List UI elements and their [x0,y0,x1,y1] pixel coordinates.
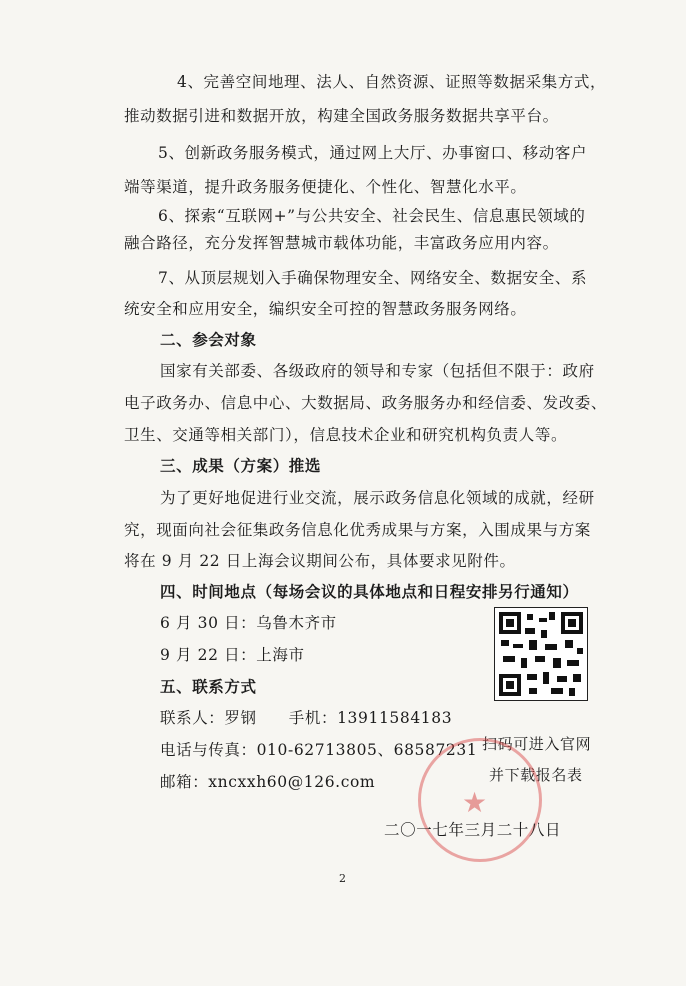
text-line: 4、完善空间地理、法人、自然资源、证照等数据采集方式， [177,73,607,91]
text-line: 究，现面向社会征集政务信息化优秀成果与方案，入围成果与方案 [124,521,591,539]
text-line: 将在 9 月 22 日上海会议期间公布，具体要求见附件。 [124,552,516,570]
qr-caption: 并下载报名表 [489,766,583,784]
phone-fax-line: 电话与传真：010-62713805、68587231 [160,741,478,759]
section-heading: 四、时间地点（每场会议的具体地点和日程安排另行通知） [160,582,579,601]
section-heading: 三、成果（方案）推选 [160,456,322,475]
section-heading: 五、联系方式 [160,677,257,696]
text-line: 5、创新政务服务模式，通过网上大厅、办事窗口、移动客户 [158,144,588,162]
schedule-line: 9 月 22 日：上海市 [160,646,305,664]
text-line: 6、探索“互联网+”与公共安全、社会民生、信息惠民领域的 [158,207,586,225]
text-line: 为了更好地促进行业交流，展示政务信息化领域的成就，经研 [160,489,595,507]
text-line: 电子政务办、信息中心、大数据局、政务服务办和经信委、发改委、 [124,394,608,412]
text-line: 融合路径，充分发挥智慧城市载体功能，丰富政务应用内容。 [124,234,559,252]
text-line: 统安全和应用安全，编织安全可控的智慧政务服务网络。 [124,300,527,318]
contact-line: 联系人：罗钢 手机：13911584183 [160,709,453,727]
page-number: 2 [339,872,346,885]
document-date: 二〇一七年三月二十八日 [384,821,562,839]
text-line: 端等渠道，提升政务服务便捷化、个性化、智慧化水平。 [124,178,527,196]
text-line: 推动数据引进和数据开放，构建全国政务服务数据共享平台。 [124,107,559,125]
qr-code[interactable] [494,607,588,701]
seal-star-icon: ★ [462,786,488,819]
text-line: 7、从顶层规划入手确保物理安全、网络安全、数据安全、系 [158,269,588,287]
schedule-line: 6 月 30 日：乌鲁木齐市 [160,614,337,632]
email-line: 邮箱：xncxxh60@126.com [160,773,376,791]
text-line: 国家有关部委、各级政府的领导和专家（包括但不限于：政府 [160,362,595,380]
qr-caption: 扫码可进入官网 [482,735,592,753]
text-line: 卫生、交通等相关部门），信息技术企业和研究机构负责人等。 [124,426,568,444]
section-heading: 二、参会对象 [160,330,257,349]
